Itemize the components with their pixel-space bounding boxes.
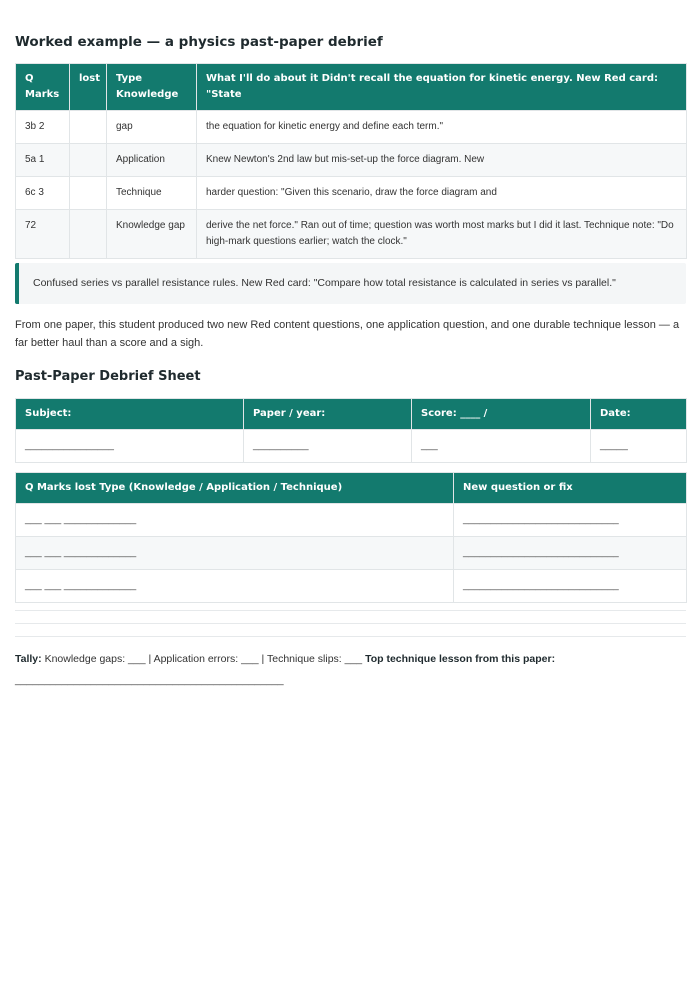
table-cell: 6c 3 [16,177,70,210]
paper-year-blank[interactable]: __________ [244,430,412,463]
divider [15,636,686,637]
score-blank[interactable]: ___ [412,430,591,463]
divider [15,610,686,611]
table-cell: gap [107,111,197,144]
divider [15,623,686,624]
tally-technique[interactable]: Technique slips: ___ [267,653,363,665]
table-cell: derive the net force." Ran out of time; question was worth most marks but I did it last. Technique note: "Do high-mark questions earlier; watch the clock." [197,210,687,259]
new-question-blank[interactable]: ____________________________ [454,537,687,570]
column-header-action: What I'll do about it Didn't recall the equation for kinetic energy. New Red card: "State [197,64,687,111]
table-row [16,504,687,537]
tally-application[interactable]: Application errors: ___ [153,653,259,665]
score-header: Score: ____ / [412,399,591,430]
table-cell: 3b 2 [16,111,70,144]
top-technique-label: Top technique lesson from this paper: [365,653,556,665]
subject-header: Subject: [16,399,244,430]
subject-blank[interactable]: ________________ [16,430,244,463]
column-header-lost: lost [70,64,107,111]
column-header-q-marks: Q Marks [16,64,70,111]
tally-label: Tally: [15,653,42,665]
table-cell [70,111,107,144]
summary-paragraph: From one paper, this student produced two new Red content questions, one application question, and one durable technique lesson — a far better haul than a score and a sigh. [15,319,680,349]
table-row [16,210,687,259]
table-cell: 72 [16,210,70,259]
top-technique-blank[interactable]: ______________________________________________ [15,674,284,686]
new-question-header: New question or fix [454,473,687,504]
tally-separator: | [258,653,267,665]
table-cell: Application [107,144,197,177]
table-cell: Knew Newton's 2nd law but mis-set-up the force diagram. New [197,144,687,177]
date-blank[interactable]: _____ [591,430,687,463]
q-marks-type-blank[interactable]: ___ ___ _____________ [16,504,454,537]
new-question-blank[interactable]: ____________________________ [454,504,687,537]
debrief-sheet-title: Past-Paper Debrief Sheet [15,369,201,384]
callout-note: Confused series vs parallel resistance rules. New Red card: "Compare how total resistance is calculated in series vs parallel." [15,263,686,304]
date-header: Date: [591,399,687,430]
column-header-type: Type Knowledge [107,64,197,111]
table-cell: Technique [107,177,197,210]
table-row [16,570,687,603]
table-header-row [16,399,687,430]
q-marks-type-blank[interactable]: ___ ___ _____________ [16,537,454,570]
worked-example-title: Worked example — a physics past-paper debrief [15,34,383,50]
q-marks-type-header: Q Marks lost Type (Knowledge / Application / Technique) [16,473,454,504]
table-cell: Knowledge gap [107,210,197,259]
table-cell [70,177,107,210]
tally-line [15,649,687,691]
table-row [16,111,687,144]
table-row [16,537,687,570]
debrief-questions-table [15,472,687,603]
q-marks-type-blank[interactable]: ___ ___ _____________ [16,570,454,603]
table-cell: the equation for kinetic energy and define each term." [197,111,687,144]
paper-year-header: Paper / year: [244,399,412,430]
table-header-row [16,64,687,111]
table-row [16,430,687,463]
worked-example-table [15,63,687,259]
tally-separator: | [145,653,154,665]
debrief-meta-table [15,398,687,463]
table-cell [70,210,107,259]
table-cell [70,144,107,177]
table-header-row [16,473,687,504]
table-row [16,144,687,177]
table-row [16,177,687,210]
tally-knowledge[interactable]: Knowledge gaps: ___ [44,653,146,665]
table-cell: 5a 1 [16,144,70,177]
new-question-blank[interactable]: ____________________________ [454,570,687,603]
table-cell: harder question: "Given this scenario, draw the force diagram and [197,177,687,210]
